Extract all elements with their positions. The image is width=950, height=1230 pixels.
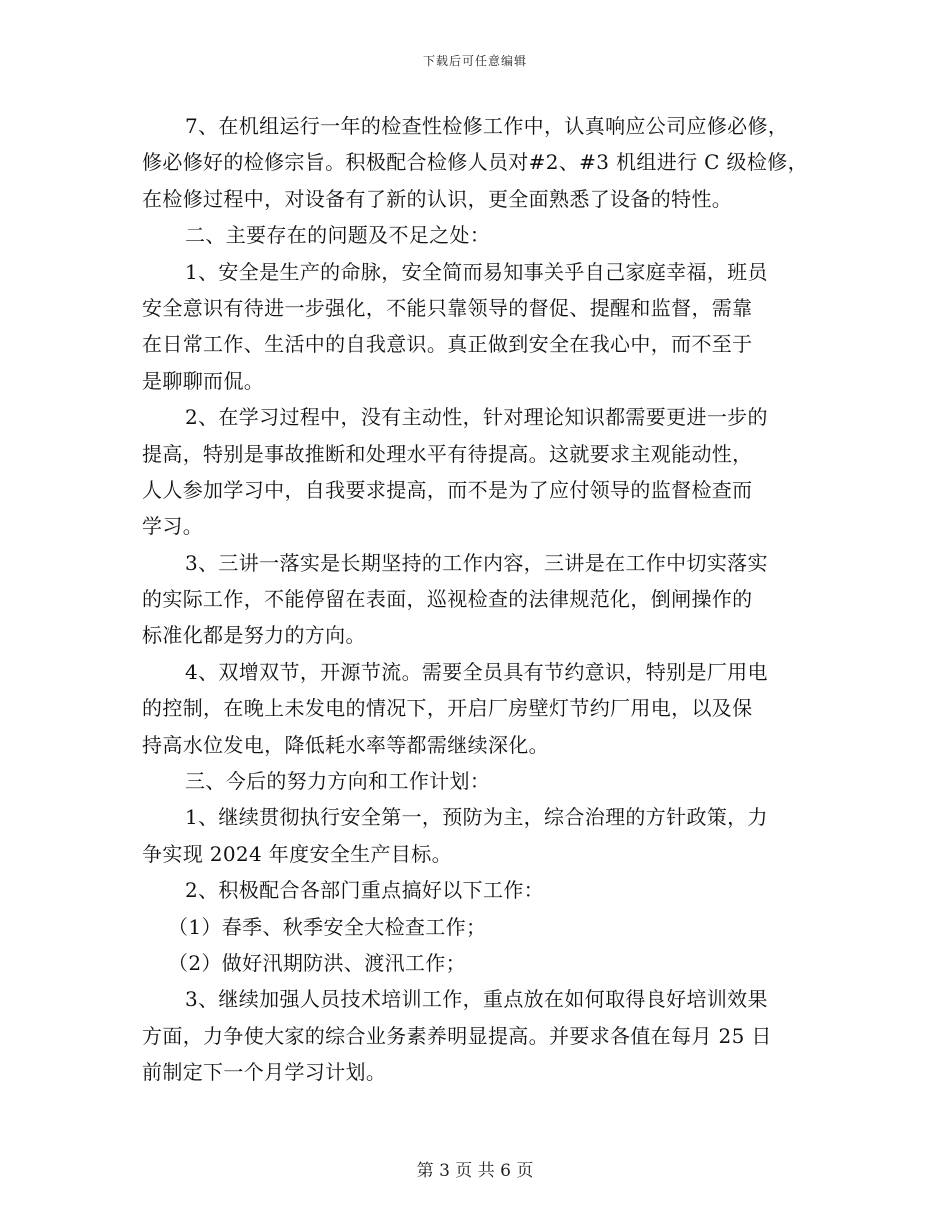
- page-footer: [0, 1156, 950, 1181]
- text-line: 争实现 2024 年度安全生产目标。: [142, 841, 452, 866]
- footer-prefix: 第: [416, 1161, 434, 1181]
- text-line: 4、双增双节，开源节流。需要全员具有节约意识，特别是厂用电: [185, 659, 768, 684]
- footer-suffix: 页: [516, 1161, 534, 1181]
- text-line: 的控制，在晚上未发电的情况下，开启厂房壁灯节约厂用电，以及保: [142, 696, 753, 721]
- text-line: 的实际工作，不能停留在表面，巡视检查的法律规范化，倒闸操作的: [142, 587, 753, 612]
- text-line: 3、三讲一落实是长期坚持的工作内容，三讲是在工作中切实落实: [185, 550, 768, 575]
- text-line: 安全意识有待进一步强化，不能只靠领导的督促、提醒和监督，需靠: [142, 295, 753, 320]
- text-line: 1、继续贯彻执行安全第一，预防为主，综合治理的方针政策，力: [185, 805, 768, 830]
- text-line: 1、安全是生产的命脉，安全简而易知事关乎自己家庭幸福，班员: [185, 259, 768, 284]
- text-line: 在日常工作、生活中的自我意识。真正做到安全在我心中，而不至于: [142, 332, 753, 357]
- page-header: 下载后可任意编辑: [422, 54, 527, 68]
- text-line: 人人参加学习中，自我要求提高，而不是为了应付领导的监督检查而: [142, 477, 753, 502]
- text-line: 提高，特别是事故推断和处理水平有待提高。这就要求主观能动性，: [142, 441, 753, 466]
- text-line: 2、在学习过程中，没有主动性，针对理论知识都需要更进一步的: [185, 405, 768, 430]
- footer-middle: 页 共: [455, 1161, 495, 1181]
- text-line: 前制定下一个月学习计划。: [142, 1060, 387, 1085]
- section-heading: 二、主要存在的问题及不足之处：: [185, 223, 491, 248]
- current-page-number: 3: [439, 1161, 450, 1181]
- text-line: 3、继续加强人员技术培训工作，重点放在如何取得良好培训效果: [185, 987, 768, 1012]
- text-line: 在检修过程中，对设备有了新的认识，更全面熟悉了设备的特性。: [142, 186, 733, 211]
- section-heading: 三、今后的努力方向和工作计划：: [185, 769, 491, 794]
- text-line: 修必修好的检修宗旨。积极配合检修人员对#2、#3 机组进行 C 级检修，: [142, 150, 808, 175]
- list-item: （1）春季、秋季安全大检查工作；: [168, 914, 487, 939]
- text-line: 学习。: [142, 514, 204, 539]
- text-line: 7、在机组运行一年的检查性检修工作中，认真响应公司应修必修，: [185, 114, 789, 138]
- total-pages-number: 6: [500, 1161, 511, 1181]
- list-item: （2）做好汛期防洪、渡汛工作；: [168, 950, 466, 975]
- text-line: 2、积极配合各部门重点搞好以下工作：: [185, 878, 545, 903]
- text-line: 标准化都是努力的方向。: [142, 623, 366, 648]
- text-line: 持高水位发电，降低耗水率等都需继续深化。: [142, 732, 549, 757]
- document-body: [142, 108, 814, 1091]
- text-line: 方面，力争使大家的综合业务素养明显提高。并要求各值在每月 25 日: [142, 1023, 772, 1048]
- text-line: 是聊聊而侃。: [142, 368, 265, 393]
